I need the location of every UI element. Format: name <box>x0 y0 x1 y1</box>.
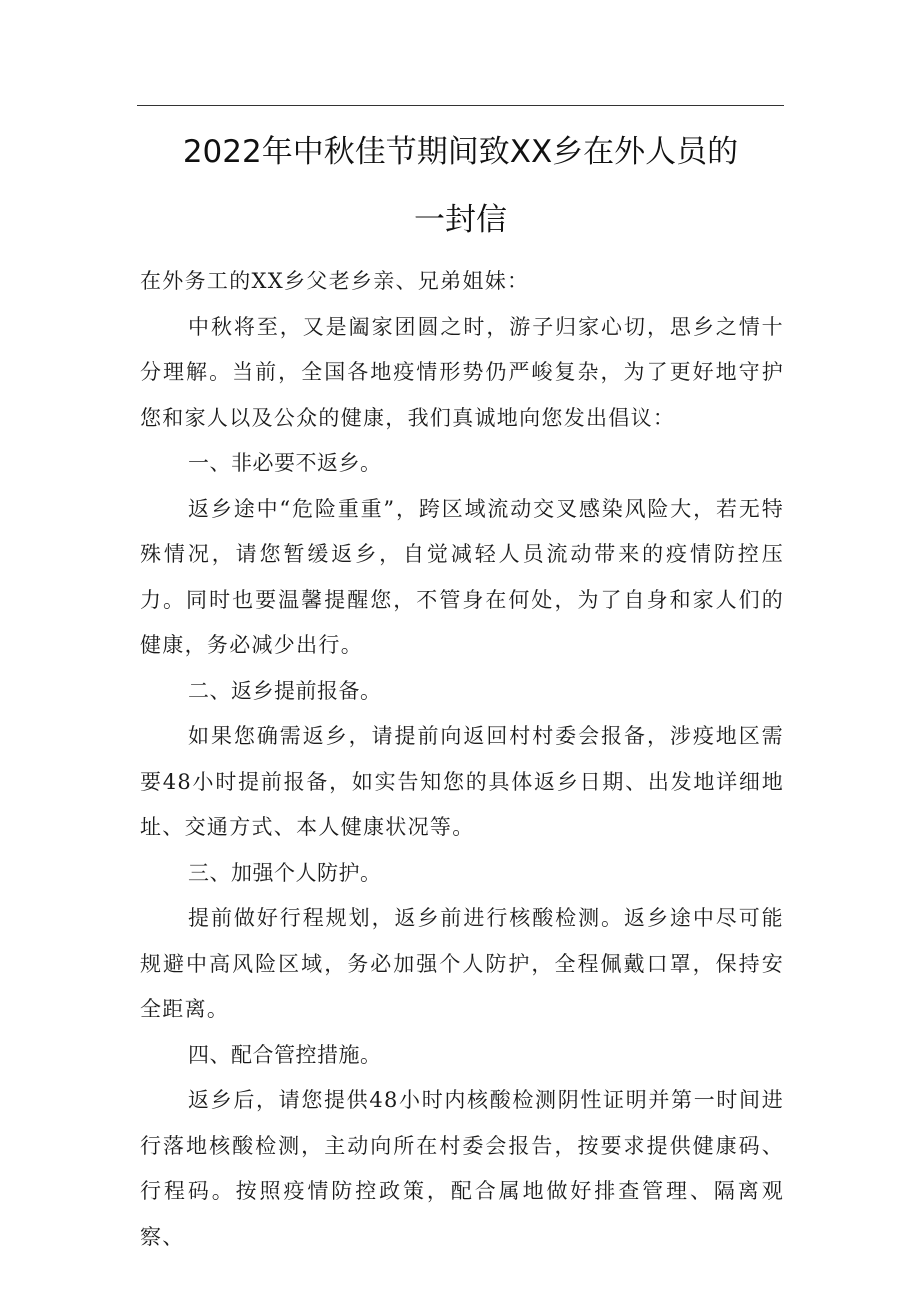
intro-paragraph: 中秋将至，又是阖家团圆之时，游子归家心切，思乡之情十分理解。当前，全国各地疫情形势仍严峻复杂，为了更好地守护您和家人以及公众的健康，我们真诚地向您发出倡议： <box>140 314 784 430</box>
section-2-heading: 二、返乡提前报备。 <box>188 678 382 703</box>
section-3-heading: 三、加强个人防护。 <box>188 860 382 885</box>
header-rule <box>137 105 784 106</box>
salutation: 在外务工的XX乡父老乡亲、兄弟姐妹： <box>140 269 530 293</box>
section-4-heading: 四、配合管控措施。 <box>188 1042 382 1067</box>
title-line-2: 一封信 <box>414 202 507 238</box>
title-line-1: 2022年中秋佳节期间致XX乡在外人员的 <box>182 134 739 170</box>
section-3-text: 提前做好行程规划，返乡前进行核酸检测。返乡途中尽可能规避中高风险区域，务必加强个人防护，全程佩戴口罩，保持安全距离。 <box>140 906 784 1021</box>
section-1-heading: 一、非必要不返乡。 <box>188 451 382 475</box>
letter-body <box>140 259 784 1260</box>
section-1-text: 返乡途中“危险重重”，跨区域流动交叉感染风险大，若无特殊情况，请您暂缓返乡，自觉减轻人员流动带来的疫情防控压力。同时也要温馨提醒您，不管身在何处，为了自身和家人们的健康，务必减少出行。 <box>140 496 784 657</box>
section-4-text: 返乡后，请您提供48小时内核酸检测阴性证明并第一时间进行落地核酸检测，主动向所在村委会报告，按要求提供健康码、行程码。按照疫情防控政策，配合属地做好排查管理、隔离观察、 <box>140 1088 784 1249</box>
section-2-text: 如果您确需返乡，请提前向返回村村委会报备，涉疫地区需要48小时提前报备，如实告知您的具体返乡日期、出发地详细地址、交通方式、本人健康状况等。 <box>140 724 784 839</box>
